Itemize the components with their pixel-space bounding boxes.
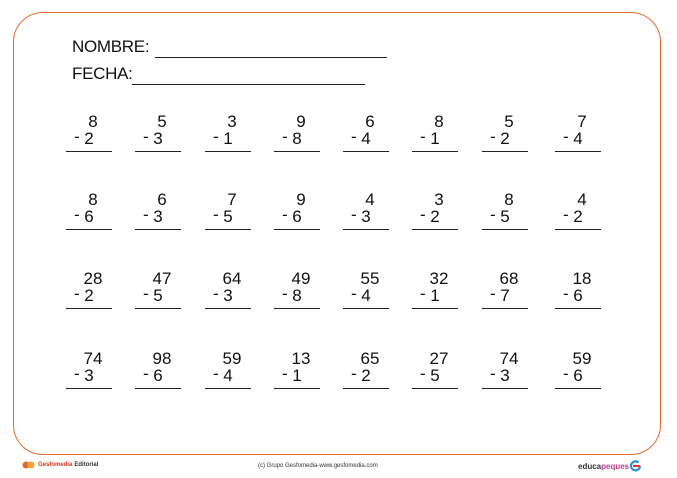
minuend: 6 <box>365 112 375 131</box>
copyright-text: (c) Grupo Gesfomedia-www.gesfomedia.com <box>258 463 378 469</box>
answer-line[interactable] <box>274 151 320 152</box>
subtrahend: 3 <box>361 207 371 226</box>
minuend: 68 <box>499 269 519 288</box>
minuend: 27 <box>429 349 449 368</box>
minuend: 55 <box>360 269 380 288</box>
answer-line[interactable] <box>343 388 389 389</box>
minus-sign: - <box>563 127 569 146</box>
subtrahend: 4 <box>223 366 233 385</box>
minus-sign: - <box>563 205 569 224</box>
subtrahend: 1 <box>430 286 440 305</box>
minus-sign: - <box>282 364 288 383</box>
minus-sign: - <box>282 284 288 303</box>
subtrahend: 2 <box>500 129 510 148</box>
answer-line[interactable] <box>205 229 251 230</box>
answer-line[interactable] <box>66 229 112 230</box>
minuend: 32 <box>429 269 449 288</box>
minuend: 59 <box>572 349 592 368</box>
minuend: 9 <box>296 190 306 209</box>
minuend: 7 <box>227 190 237 209</box>
minuend: 74 <box>499 349 519 368</box>
minus-sign: - <box>490 284 496 303</box>
subtrahend: 3 <box>84 366 94 385</box>
minus-sign: - <box>351 205 357 224</box>
minus-sign: - <box>563 284 569 303</box>
minus-sign: - <box>143 127 149 146</box>
answer-line[interactable] <box>135 229 181 230</box>
minus-sign: - <box>563 364 569 383</box>
minus-sign: - <box>420 364 426 383</box>
subtrahend: 2 <box>430 207 440 226</box>
answer-line[interactable] <box>205 308 251 309</box>
site-logo <box>578 460 642 472</box>
minus-sign: - <box>143 205 149 224</box>
answer-line[interactable] <box>412 308 458 309</box>
subtrahend: 3 <box>223 286 233 305</box>
subtrahend: 3 <box>500 366 510 385</box>
minuend: 49 <box>291 269 311 288</box>
subtrahend: 6 <box>573 286 583 305</box>
answer-line[interactable] <box>482 388 528 389</box>
subtrahend: 6 <box>292 207 302 226</box>
minuend: 64 <box>222 269 242 288</box>
answer-line[interactable] <box>66 308 112 309</box>
minus-sign: - <box>74 364 80 383</box>
minuend: 28 <box>83 269 103 288</box>
answer-line[interactable] <box>205 388 251 389</box>
minuend: 8 <box>434 112 444 131</box>
minuend: 98 <box>152 349 172 368</box>
answer-line[interactable] <box>135 388 181 389</box>
minuend: 4 <box>365 190 375 209</box>
minus-sign: - <box>74 205 80 224</box>
minus-sign: - <box>143 284 149 303</box>
subtrahend: 8 <box>292 129 302 148</box>
minuend: 74 <box>83 349 103 368</box>
answer-line[interactable] <box>66 388 112 389</box>
answer-line[interactable] <box>343 151 389 152</box>
e-logo-icon <box>630 460 642 472</box>
minus-sign: - <box>74 127 80 146</box>
subtrahend: 2 <box>84 286 94 305</box>
minuend: 4 <box>577 190 587 209</box>
minus-sign: - <box>213 127 219 146</box>
minus-sign: - <box>351 284 357 303</box>
subtrahend: 8 <box>292 286 302 305</box>
subtrahend: 2 <box>361 366 371 385</box>
minus-sign: - <box>490 127 496 146</box>
minuend: 3 <box>227 112 237 131</box>
minus-sign: - <box>143 364 149 383</box>
site-main: educa <box>578 461 602 471</box>
name-label: NOMBRE: <box>72 37 150 56</box>
subtrahend: 5 <box>223 207 233 226</box>
minus-sign: - <box>351 127 357 146</box>
minuend: 13 <box>291 349 311 368</box>
minus-sign: - <box>74 284 80 303</box>
subtrahend: 1 <box>430 129 440 148</box>
subtrahend: 4 <box>361 129 371 148</box>
answer-line[interactable] <box>555 308 601 309</box>
answer-line[interactable] <box>274 308 320 309</box>
site-accent: peques <box>601 461 630 471</box>
publisher-suffix: Editorial <box>74 462 99 468</box>
subtrahend: 4 <box>573 129 583 148</box>
subtrahend: 1 <box>292 366 302 385</box>
subtrahend: 5 <box>430 366 440 385</box>
answer-line[interactable] <box>482 229 528 230</box>
minuend: 8 <box>504 190 514 209</box>
minus-sign: - <box>351 364 357 383</box>
answer-line[interactable] <box>274 229 320 230</box>
minus-sign: - <box>490 205 496 224</box>
minuend: 59 <box>222 349 242 368</box>
minus-sign: - <box>282 205 288 224</box>
answer-line[interactable] <box>412 388 458 389</box>
subtrahend: 1 <box>223 129 233 148</box>
answer-line[interactable] <box>555 151 601 152</box>
minus-sign: - <box>420 284 426 303</box>
minuend: 8 <box>88 112 98 131</box>
gesfomedia-icon <box>22 460 36 470</box>
publisher-logo <box>22 460 98 470</box>
subtrahend: 3 <box>153 207 163 226</box>
subtrahend: 5 <box>500 207 510 226</box>
minuend: 47 <box>152 269 172 288</box>
answer-line[interactable] <box>555 229 601 230</box>
answer-line[interactable] <box>482 151 528 152</box>
minus-sign: - <box>490 364 496 383</box>
minus-sign: - <box>213 205 219 224</box>
minuend: 5 <box>504 112 514 131</box>
answer-line[interactable] <box>135 151 181 152</box>
minuend: 7 <box>577 112 587 131</box>
answer-line[interactable] <box>66 151 112 152</box>
date-label: FECHA: <box>72 64 133 83</box>
subtrahend: 4 <box>361 286 371 305</box>
subtrahend: 2 <box>573 207 583 226</box>
answer-line[interactable] <box>274 388 320 389</box>
minus-sign: - <box>213 284 219 303</box>
subtrahend: 2 <box>84 129 94 148</box>
minus-sign: - <box>213 364 219 383</box>
subtrahend: 7 <box>500 286 510 305</box>
subtrahend: 6 <box>573 366 583 385</box>
publisher-prefix: Gesfomedia <box>38 462 73 468</box>
minus-sign: - <box>420 127 426 146</box>
minuend: 6 <box>157 190 167 209</box>
answer-line[interactable] <box>343 308 389 309</box>
minuend: 8 <box>88 190 98 209</box>
subtrahend: 6 <box>84 207 94 226</box>
subtrahend: 3 <box>153 129 163 148</box>
minuend: 5 <box>157 112 167 131</box>
answer-line[interactable] <box>482 308 528 309</box>
answer-line[interactable] <box>555 388 601 389</box>
answer-line[interactable] <box>412 229 458 230</box>
answer-line[interactable] <box>205 151 251 152</box>
minuend: 65 <box>360 349 380 368</box>
minuend: 18 <box>572 269 592 288</box>
subtrahend: 6 <box>153 366 163 385</box>
answer-line[interactable] <box>135 308 181 309</box>
answer-line[interactable] <box>412 151 458 152</box>
subtrahend: 5 <box>153 286 163 305</box>
answer-line[interactable] <box>343 229 389 230</box>
minus-sign: - <box>282 127 288 146</box>
minuend: 3 <box>434 190 444 209</box>
minuend: 9 <box>296 112 306 131</box>
minus-sign: - <box>420 205 426 224</box>
